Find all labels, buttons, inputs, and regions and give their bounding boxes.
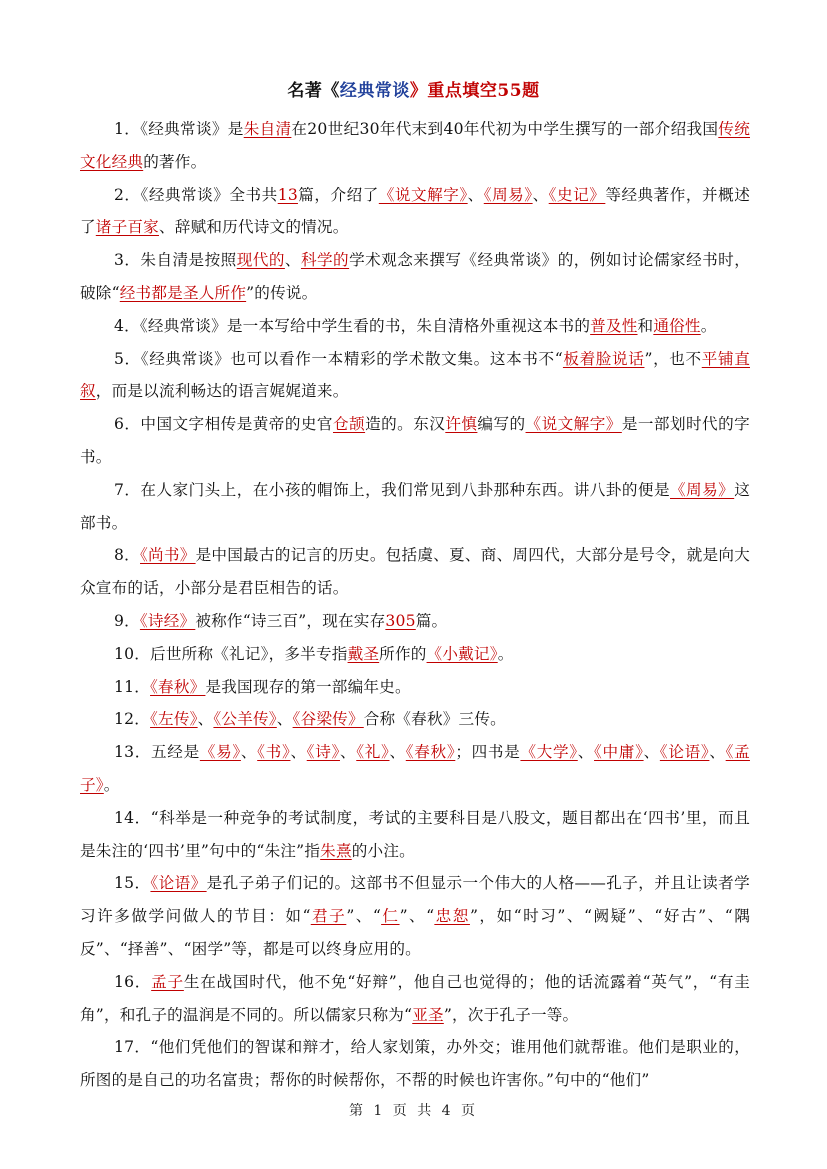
answer-blank: 板着脸说话 [562,349,645,368]
question-text: 8． [114,546,141,565]
answer-blank: 《论语》 [659,743,710,762]
answer-blank: 《春秋》 [150,677,206,696]
question-item [80,802,750,868]
question-item [80,605,750,638]
question-item [80,474,750,540]
question-text: 和 [637,316,654,335]
question-text: 13．五经是 [114,743,200,762]
answer-blank: 《史记》 [548,185,606,204]
question-text: 编写的 [477,415,526,434]
question-text: 造的。东汉 [365,415,446,434]
answer-blank: 忠恕 [434,907,470,926]
question-text: 、 [389,743,406,762]
question-text: 、 [197,710,214,729]
question-text: 等经典著作，并概述了 [80,185,750,237]
question-text: 。 [700,316,717,335]
answer-blank: 现代的 [236,251,285,270]
question-text: 被称作“诗三百”，现在实存 [195,611,386,630]
question-list [80,113,750,1097]
question-text: 学术观念来撰写《经典常谈》的，例如讨论儒家经书时，破除“ [80,251,751,302]
question-text: 、 [532,185,549,204]
question-text: 这部书。 [80,480,750,532]
answer-blank: 《公羊传》 [213,710,277,729]
answer-blank: 孟子 [151,972,184,991]
question-text: 、 [284,251,301,270]
question-item [80,179,750,245]
title-book: 经典常谈 [339,81,410,101]
question-text: 。 [103,775,120,794]
title-prefix: 名著《 [287,81,340,101]
question-text: 1．《经典常谈》是 [114,120,244,138]
answer-blank: 《礼》 [356,743,390,762]
question-text: 生在战国时代，他不免“好辩”，他自己也觉得的；他的话流露着“英气”，“有圭角”，和孔子的温润是不同的。所以儒家只称为“ [80,972,751,1024]
answer-blank: 《周易》 [483,185,533,204]
answer-blank: 普及性 [590,316,638,335]
page-footer: 第 1 页 共 4 页 [348,1103,479,1119]
question-item [80,310,750,343]
question-text: 4．《经典常谈》是一本写给中学生看的书，朱自清格外重视这本书的 [114,316,591,335]
question-text: 在20世纪30年代末到40年代初为中学生撰写的一部介绍我国 [291,120,719,138]
question-item [80,966,750,1032]
answer-blank: 《尚书》 [140,546,196,565]
answer-blank: 平铺直叙 [80,349,750,401]
question-text: 的著作。 [143,152,207,171]
question-text: 所作的 [379,644,427,663]
question-text: ”、“ [399,907,435,926]
question-item [80,408,750,474]
answer-blank: 《易》 [199,743,241,762]
question-text: ”，如“时习”、“阙疑”、“好古”、“隅反”、“择善”、“困学”等，都是可以终身应用的。 [80,907,751,958]
question-text: 、 [240,743,258,762]
answer-blank: 经书都是圣人所作 [119,283,247,302]
answer-blank: 朱熹 [320,841,352,860]
answer-blank: 传统文化经典 [80,120,750,171]
answer-blank: 戴圣 [347,644,380,663]
question-item [80,671,750,704]
question-text: 、 [643,743,660,762]
answer-blank: 《论语》 [150,874,207,893]
question-text: 3．朱自清是按照 [114,251,237,270]
answer-blank: 科学的 [300,251,350,270]
answer-blank: 《小戴记》 [426,644,498,663]
question-text: 5．《经典常谈》也可以看作一本精彩的学术散文集。这本书不“ [114,349,563,368]
question-text: 12． [114,710,151,729]
question-text: ”的传说。 [246,283,318,302]
question-text: ；四书是 [455,743,521,762]
question-text: 2．《经典常谈》全书共 [114,185,278,204]
answer-blank: 诸子百家 [95,218,159,237]
question-text: 篇。 [415,611,448,630]
answer-blank: 《中庸》 [594,743,644,762]
question-text: 、 [276,710,293,729]
answer-blank: 《左传》 [150,710,198,729]
question-text: 的小注。 [351,841,415,860]
question-text: 、 [577,743,595,762]
question-item [80,638,750,671]
question-item [80,1031,750,1097]
answer-blank: 亚圣 [412,1005,444,1024]
answer-blank: 《书》 [257,743,291,762]
answer-blank: 仁 [381,907,400,926]
answer-blank: 《诗》 [306,743,340,762]
question-text: 9． [114,611,140,630]
question-item [80,343,750,409]
question-text: ”，次于孔子一等。 [443,1005,579,1024]
answer-blank: 通俗性 [653,316,701,335]
answer-blank: 《说文解字》 [378,185,468,204]
question-text: 6．中国文字相传是黄帝的史官 [114,415,333,434]
answer-blank: 《诗经》 [139,611,196,630]
question-text: ”，也不 [644,349,702,368]
question-text: 合称《春秋》三传。 [363,710,506,729]
title-suffix: 》重点填空55题 [409,81,540,101]
answer-blank: 305 [385,611,416,630]
page-title [0,76,827,101]
question-text: 是中国最古的记言的历史。包括虞、夏、商、周四代，大部分是号令，就是向大众宣布的话，小部分是君臣相告的话。 [80,546,750,598]
question-text: 篇，介绍了 [297,185,379,204]
question-text: 11． [114,677,151,696]
question-text: 16． [114,972,152,991]
answer-blank: 《周易》 [670,480,735,499]
answer-blank: 《谷梁传》 [292,710,364,729]
question-text: 、 [709,743,726,762]
answer-blank: 《大学》 [520,743,578,762]
answer-blank: 《孟子》 [80,743,750,794]
question-text: 17．“他们凭他们的智谋和辩才，给人家划策，办外交；谁用他们就帮谁。他们是职业的，所图的是自己的功名富贵；帮你的时候帮你，不帮的时候也许害你。”句中的“他们” [80,1038,750,1090]
question-item [80,867,750,965]
answer-blank: 君子 [310,907,347,926]
answer-blank: 《春秋》 [405,743,456,762]
question-text: 、 [290,743,307,762]
question-item [80,703,750,736]
answer-blank: 13 [277,185,298,204]
question-text: 是孔子弟子们记的。这部书不但显示一个伟大的人格——孔子，并且让读者学习许多做学问做人的节目：如“ [80,874,750,926]
question-item [80,539,750,605]
question-text: 。 [497,644,514,663]
question-text: 、 [339,743,357,762]
answer-blank: 许慎 [445,415,478,434]
question-text: 、辞赋和历代诗文的情况。 [158,218,349,237]
question-text: 是我国现存的第一部编年史。 [205,677,411,696]
question-text: 14．“科举是一种竞争的考试制度，考试的主要科目是八股文，题目都出在‘四书’里，而且是朱注的‘四书’里”句中的“朱注”指 [80,808,750,860]
question-text: ，而是以流利畅达的语言娓娓道来。 [95,382,349,401]
question-item [80,244,750,310]
question-text: 10．后世所称《礼记》，多半专指 [114,644,348,663]
question-text: ”、“ [346,907,382,926]
answer-blank: 朱自清 [243,120,292,138]
question-item [80,113,750,179]
answer-blank: 仓颉 [332,415,366,434]
question-text: 、 [467,185,484,204]
answer-blank: 《说文解字》 [525,415,622,434]
question-text: 15． [114,874,151,893]
question-item [80,736,750,802]
question-text: 7．在人家门头上，在小孩的帽饰上，我们常见到八卦那种东西。讲八卦的便是 [114,480,670,499]
question-text: 是一部划时代的字书。 [80,415,750,466]
